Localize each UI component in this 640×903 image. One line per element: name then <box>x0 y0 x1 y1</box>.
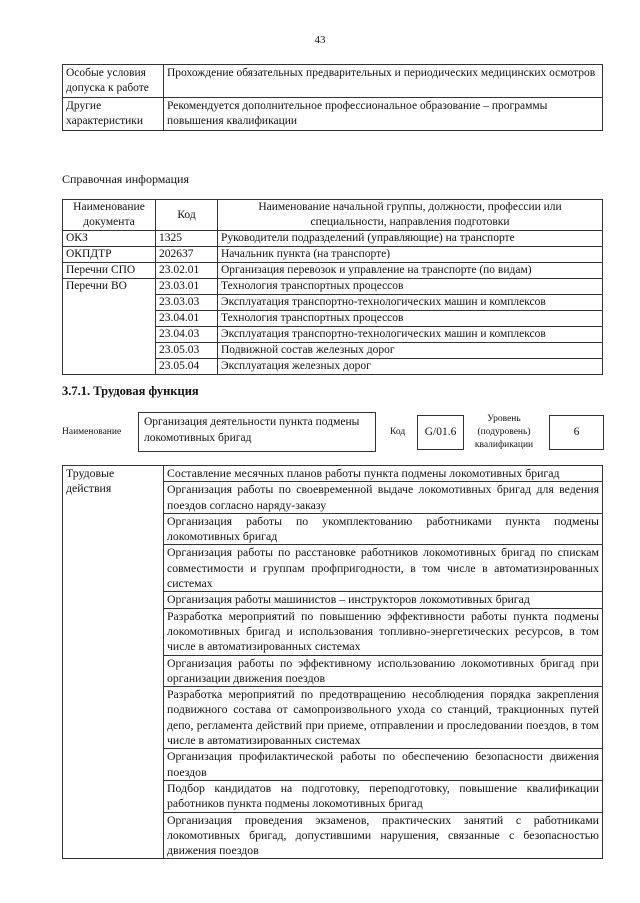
cell-code: 23.05.04 <box>156 359 218 375</box>
action-item: Составление месячных планов работы пункта подмены локомотивных бригад <box>164 466 603 482</box>
row-value: Рекомендуется дополнительное профессиональное образование – программы повышения квалификации <box>164 97 603 130</box>
cell-name: Технология транспортных процессов <box>218 311 603 327</box>
row-label: Другие характеристики <box>63 97 164 130</box>
header-code: Код <box>156 200 218 231</box>
cell-name: Эксплуатация транспортно-технологических машин и комплексов <box>218 327 603 343</box>
reference-table <box>62 199 603 375</box>
cell-code: 23.03.03 <box>156 295 218 311</box>
cell-name: Эксплуатация транспортно-технологических машин и комплексов <box>218 295 603 311</box>
action-item: Разработка мероприятий по повышению эффективности работы пункта подмены локомотивных бригад и использования топливно-энергетических ресурсов, в том числе в автоматизированных системах <box>164 608 603 655</box>
table-row <box>63 279 603 295</box>
code-label: Код <box>390 427 406 437</box>
cell-doc: ОКПДТР <box>63 247 156 263</box>
table-row <box>63 263 603 279</box>
cell-code: 202637 <box>156 247 218 263</box>
header-name: Наименование начальной группы, должности, профессии или специальности, направления подготовки <box>218 200 603 231</box>
cell-doc: ОКЗ <box>63 231 156 247</box>
actions-label: Трудовые действия <box>63 466 164 859</box>
page-number: 43 <box>314 34 326 46</box>
conditions-table <box>62 64 603 131</box>
cell-code: 23.04.03 <box>156 327 218 343</box>
cell-code: 1325 <box>156 231 218 247</box>
cell-code: 23.04.01 <box>156 311 218 327</box>
function-code: G/01.6 <box>417 415 464 450</box>
labor-actions-table <box>62 465 603 859</box>
table-header-row <box>63 200 603 231</box>
cell-doc: Перечни ВО <box>63 279 156 375</box>
cell-name: Начальник пункта (на транспорте) <box>218 247 603 263</box>
action-item: Подбор кандидатов на подготовку, переподготовку, повышение квалификации работников пункта подмены локомотивных бригад <box>164 780 603 812</box>
reference-title: Справочная информация <box>62 172 189 186</box>
row-label: Особые условия допуска к работе <box>63 65 164 98</box>
function-name-label: Наименование <box>62 427 122 437</box>
level-label: Уровень (подуровень) квалификации <box>474 414 534 450</box>
cell-code: 23.03.01 <box>156 279 218 295</box>
cell-name: Эксплуатация железных дорог <box>218 359 603 375</box>
cell-code: 23.02.01 <box>156 263 218 279</box>
table-row <box>63 466 603 482</box>
action-item: Разработка мероприятий по предотвращению несоблюдения порядка закрепления подвижного состава от самопроизвольного ухода со станций, тракционных путей депо, регламента действий при приеме, отправлении и проследовании поездов, в том числе в автоматизированных системах <box>164 687 603 749</box>
action-item: Организация работы по своевременной выдаче локомотивных бригад для ведения поездов согласно наряду-заказу <box>164 482 603 514</box>
table-row <box>63 231 603 247</box>
action-item: Организация работы по расстановке работников локомотивных бригад по спискам совместимости и группам профпригодности, в том числе в автоматизированных системах <box>164 545 603 592</box>
action-item: Организация проведения экзаменов, практических занятий с работниками локомотивных бригад, допустившими нарушения, связанные с безопасностью движения поездов <box>164 812 603 859</box>
qualification-level: 6 <box>549 415 604 450</box>
table-row <box>63 65 603 98</box>
header-document: Наименование документа <box>63 200 156 231</box>
table-row <box>63 97 603 130</box>
row-value: Прохождение обязательных предварительных и периодических медицинских осмотров <box>164 65 603 98</box>
cell-name: Технология транспортных процессов <box>218 279 603 295</box>
cell-name: Подвижной состав железных дорог <box>218 343 603 359</box>
function-name: Организация деятельности пункта подмены локомотивных бригад <box>138 412 376 452</box>
cell-code: 23.05.03 <box>156 343 218 359</box>
action-item: Организация работы машинистов – инструкторов локомотивных бригад <box>164 592 603 608</box>
section-title: 3.7.1. Трудовая функция <box>62 384 199 398</box>
action-item: Организация работы по укомплектованию работниками пункта подмены локомотивных бригад <box>164 513 603 545</box>
action-item: Организация работы по эффективному использованию локомотивных бригад при организации движения поездов <box>164 655 603 687</box>
cell-name: Руководители подразделений (управляющие) на транспорте <box>218 231 603 247</box>
cell-name: Организация перевозок и управление на транспорте (по видам) <box>218 263 603 279</box>
table-row <box>63 247 603 263</box>
cell-doc: Перечни СПО <box>63 263 156 279</box>
action-item: Организация профилактической работы по обеспечению безопасности движения поездов <box>164 749 603 781</box>
